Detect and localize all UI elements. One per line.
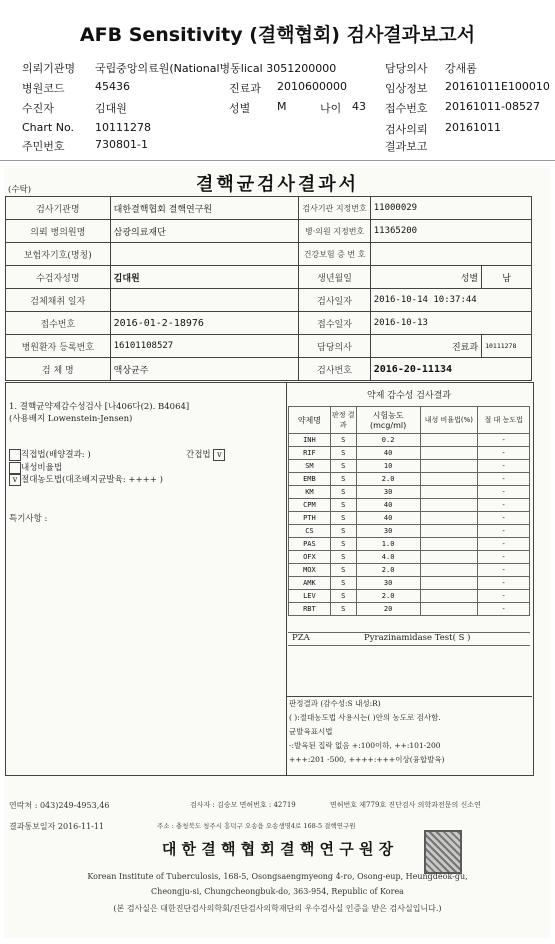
drug-name: LEV: [289, 590, 331, 603]
hdr-dept-value: 2010600000: [277, 80, 347, 93]
drug-conc: 30: [356, 577, 420, 590]
receipt-mark: (수탁): [8, 185, 32, 195]
hdr-code-value: 45436: [95, 80, 130, 93]
test-line-2: (사용배지 Lowenstein-Jensen): [9, 414, 133, 424]
drug-conc: 30: [356, 525, 420, 538]
footer-org: 대 한 결 핵 협 회 결 핵 연 구 원 장: [161, 840, 394, 858]
cell-spec-label: 검 체 명: [6, 358, 111, 381]
cell-guard-label: 보험자기호(명칭): [6, 243, 111, 266]
drug-abs: -: [478, 538, 530, 551]
drug-conc: 10: [356, 460, 420, 473]
cell-code-value: 11000029: [370, 197, 531, 220]
drug-ratio: [420, 603, 478, 616]
drug-ratio: [420, 473, 478, 486]
drug-abs: -: [478, 551, 530, 564]
cell-testdate-label: 검사일자: [299, 289, 370, 312]
hdr-req-value: 20161011: [445, 121, 501, 134]
drug-conc: 1.0: [356, 538, 420, 551]
drug-abs: -: [478, 499, 530, 512]
cell-code-label: 검사기관 지정번호: [299, 197, 370, 220]
hdr-inst-label: 의뢰기관명: [22, 62, 76, 75]
resist-checkbox: [9, 462, 21, 474]
official-seal-icon: [424, 830, 462, 874]
drug-row: [289, 603, 530, 616]
footer-report-date: 결과통보일자 2016-11-11: [9, 822, 105, 831]
cell-spec-value: 액상균주: [110, 358, 299, 381]
drug-title: 약제 감수성 검사결과: [367, 391, 451, 401]
cell-ins-label: 건강보험 증 번 호: [299, 243, 370, 266]
absolute-checkbox: v: [9, 474, 21, 486]
hdr-code-label: 병원코드: [22, 82, 65, 95]
drug-abs: -: [478, 577, 530, 590]
hdr-req-label: 검사의뢰: [385, 123, 428, 136]
drug-h-ratio: 내성 비율법(%): [420, 407, 478, 434]
drug-ratio: [420, 577, 478, 590]
drug-abs: -: [478, 512, 530, 525]
footer-license: 면허번호 제779호 진단검사 의학과전문의 신소연: [330, 801, 481, 809]
drug-result: S: [330, 538, 356, 551]
drug-name: PTH: [289, 512, 331, 525]
cell-hosp-label: 의뢰 병의원명: [6, 220, 111, 243]
drug-ratio: [420, 538, 478, 551]
judge-line-5: +++:201 -500, ++++:+++이상(융합발육): [289, 755, 445, 764]
drug-name: OFX: [289, 551, 331, 564]
drug-conc: 4.0: [356, 551, 420, 564]
cell-testno-label: 검사번호: [299, 358, 370, 381]
cell-accdate-label: 접수일자: [299, 312, 370, 335]
cell-inst-label: 검사기관명: [6, 197, 111, 220]
hdr-clin-value: 20161011E100010: [445, 80, 550, 93]
absolute-method: v 절대농도법(대조배지균발육: ++++ ): [9, 473, 163, 486]
hdr-doc-value: 강새롬: [445, 62, 477, 75]
patient-info-table: [5, 196, 532, 381]
hdr-inst-value: 국립중앙의료원(National병동lical 3051200000: [95, 62, 337, 75]
hdr-clin-label: 임상정보: [385, 82, 428, 95]
drug-table: [288, 406, 530, 616]
footer-eng-2: Cheongju-si, Chungcheongbuk-do, 363-954, Republic of Korea: [151, 887, 404, 896]
hdr-dept-label: 진료과: [229, 82, 261, 95]
drug-ratio: [420, 486, 478, 499]
drug-h-conc: 시험농도 (mcg/ml): [356, 407, 420, 434]
test-line-1: 1. 결핵균약제감수성검사 [나406다(2). B4064]: [9, 402, 190, 412]
hdr-id-value: 730801-1: [95, 138, 148, 151]
drug-result: S: [330, 512, 356, 525]
drug-conc: 40: [356, 447, 420, 460]
hdr-recv-label: 수진자: [22, 102, 54, 115]
hdr-acc-value: 20161011-08527: [445, 100, 540, 113]
judge-line-3: 균발육표시법: [289, 727, 333, 736]
cell-name-label: 수검자성명: [6, 266, 111, 289]
hdr-age-label: 나이: [320, 102, 342, 115]
drug-result: S: [330, 564, 356, 577]
drug-result: S: [330, 486, 356, 499]
drug-name: CS: [289, 525, 331, 538]
cell-birth-label: 생년월일: [299, 266, 370, 289]
drug-result: S: [330, 434, 356, 447]
drug-conc: 0.2: [356, 434, 420, 447]
drug-row: [289, 590, 530, 603]
drug-result: S: [330, 603, 356, 616]
cell-sex-label: 성별: [370, 266, 481, 289]
footer-tel: 연락처 : 043)249-4953,46: [9, 801, 110, 810]
footer-address: 주소 : 충청북도 청주시 흥덕구 오송읍 오송생명4로 168-5 결핵연구원: [157, 822, 356, 830]
drug-row: [289, 499, 530, 512]
footer-tester: 검사자 : 김승모 면허번호 : 42719: [190, 801, 296, 809]
drug-row: [289, 577, 530, 590]
hdr-chart-value: 10111278: [95, 121, 151, 134]
cell-testno-value: 2016-20-11134: [370, 358, 531, 381]
drug-name: RIF: [289, 447, 331, 460]
direct-checkbox: [9, 449, 21, 461]
drug-result: S: [330, 590, 356, 603]
drug-ratio: [420, 460, 478, 473]
drug-ratio: [420, 499, 478, 512]
drug-abs: -: [478, 434, 530, 447]
drug-h-abs: 절 대 농도법: [478, 407, 530, 434]
drug-ratio: [420, 525, 478, 538]
judge-line-2: ( ):절대농도법 사용시는( )안의 농도로 검사함.: [289, 713, 441, 722]
drug-conc: 20: [356, 603, 420, 616]
cell-acc-value: 2016-01-2-18976: [110, 312, 299, 335]
cell-guard-value: [110, 243, 299, 266]
cell-collect-value: [110, 289, 299, 312]
drug-row: [289, 447, 530, 460]
footer-eng-1: Korean Institute of Tuberculosis, 168-5, Osongsaengmyeong 4-ro, Osong-eup, Heungdeok-gu,: [87, 872, 468, 881]
cell-ins-value: [370, 243, 531, 266]
report-heading: 결핵균검사결과서: [195, 174, 360, 195]
drug-row: [289, 551, 530, 564]
judge-line-1: 판정결과 (감수성:S 내성:R): [289, 699, 381, 708]
cell-dept-value: 10111278: [482, 335, 532, 358]
remarks: 특기사항 :: [9, 514, 48, 524]
drug-abs: -: [478, 486, 530, 499]
indirect-checkbox: v: [213, 449, 225, 461]
cell-dept-label: 진료과: [370, 335, 481, 358]
drug-conc: 40: [356, 512, 420, 525]
drug-row: [289, 473, 530, 486]
drug-ratio: [420, 447, 478, 460]
drug-name: RBT: [289, 603, 331, 616]
cell-sex-value: 남: [482, 266, 532, 289]
drug-name: AMK: [289, 577, 331, 590]
drug-abs: -: [478, 590, 530, 603]
drug-abs: -: [478, 460, 530, 473]
drug-row: [289, 538, 530, 551]
left-panel: [5, 382, 287, 776]
cell-testdate-value: 2016-10-14 10:37:44: [370, 289, 531, 312]
drug-conc: 2.0: [356, 564, 420, 577]
cell-acc-label: 접수번호: [6, 312, 111, 335]
hdr-age-value: 43: [352, 100, 366, 113]
hdr-sex-label: 성별: [229, 102, 251, 115]
drug-result: S: [330, 460, 356, 473]
footer-note: (본 검사실은 대한진단검사의학회/진단검사의학재단의 우수검사실 인증을 받은 검사실입니다.): [113, 904, 442, 913]
drug-row: [289, 486, 530, 499]
drug-conc: 2.0: [356, 473, 420, 486]
drug-h-name: 약제명: [289, 407, 331, 434]
page-title: AFB Sensitivity (결핵협회) 검사결과보고서: [79, 24, 476, 46]
drug-name: MOX: [289, 564, 331, 577]
drug-abs: -: [478, 473, 530, 486]
hdr-recv-value: 김대원: [95, 102, 127, 115]
pza-value: Pyrazinamidase Test( S ): [364, 633, 471, 643]
cell-hosp-value: 삼광의료재단: [110, 220, 299, 243]
drug-abs: -: [478, 564, 530, 577]
drug-ratio: [420, 590, 478, 603]
resist-method: 내성비율법: [9, 461, 62, 474]
pza-row: [288, 632, 530, 646]
hdr-id-label: 주민번호: [22, 140, 65, 153]
drug-ratio: [420, 564, 478, 577]
drug-conc: 2.0: [356, 590, 420, 603]
drug-result: S: [330, 525, 356, 538]
indirect-method: 간접법 v: [186, 448, 225, 461]
cell-accdate-value: 2016-10-13: [370, 312, 531, 335]
drug-h-sens: 판정 결과: [330, 407, 356, 434]
drug-abs: -: [478, 603, 530, 616]
drug-name: KM: [289, 486, 331, 499]
header-divider: [0, 160, 555, 161]
judge-line-4: -:발육된 집락 없음 +:100이하, ++:101-200: [289, 741, 441, 750]
drug-name: CPM: [289, 499, 331, 512]
cell-inst-value: 대한결핵협회 결핵연구원: [110, 197, 299, 220]
hdr-report-label: 결과보고: [385, 140, 428, 153]
drug-row: [289, 512, 530, 525]
drug-abs: -: [478, 525, 530, 538]
drug-ratio: [420, 434, 478, 447]
drug-ratio: [420, 512, 478, 525]
drug-name: SM: [289, 460, 331, 473]
cell-name-value: 김대원: [110, 266, 299, 289]
direct-method: 직접법(배양결과: ): [9, 448, 91, 461]
drug-result: S: [330, 447, 356, 460]
hdr-doc-label: 담당의사: [385, 62, 428, 75]
drug-row: [289, 460, 530, 473]
drug-row: [289, 564, 530, 577]
drug-conc: 30: [356, 486, 420, 499]
drug-ratio: [420, 551, 478, 564]
drug-abs: -: [478, 447, 530, 460]
cell-reg-label: 병원환자 등록번호: [6, 335, 111, 358]
drug-name: INH: [289, 434, 331, 447]
hdr-chart-label: Chart No.: [22, 121, 74, 134]
drug-result: S: [330, 551, 356, 564]
drug-result: S: [330, 499, 356, 512]
hdr-acc-label: 접수번호: [385, 102, 428, 115]
cell-reg-value: 16101108527: [110, 335, 299, 358]
cell-collect-label: 검체채취 일자: [6, 289, 111, 312]
drug-row: [289, 434, 530, 447]
drug-name: PAS: [289, 538, 331, 551]
hdr-sex-value: M: [277, 100, 287, 113]
cell-hcode-value: 11365200: [370, 220, 531, 243]
drug-name: EMB: [289, 473, 331, 486]
drug-row: [289, 525, 530, 538]
drug-result: S: [330, 577, 356, 590]
pza-label: PZA: [292, 633, 310, 643]
drug-result: S: [330, 473, 356, 486]
drug-conc: 40: [356, 499, 420, 512]
cell-hcode-label: 병·의원 지정번호: [299, 220, 370, 243]
cell-doctor-label: 담당의사: [299, 335, 370, 358]
